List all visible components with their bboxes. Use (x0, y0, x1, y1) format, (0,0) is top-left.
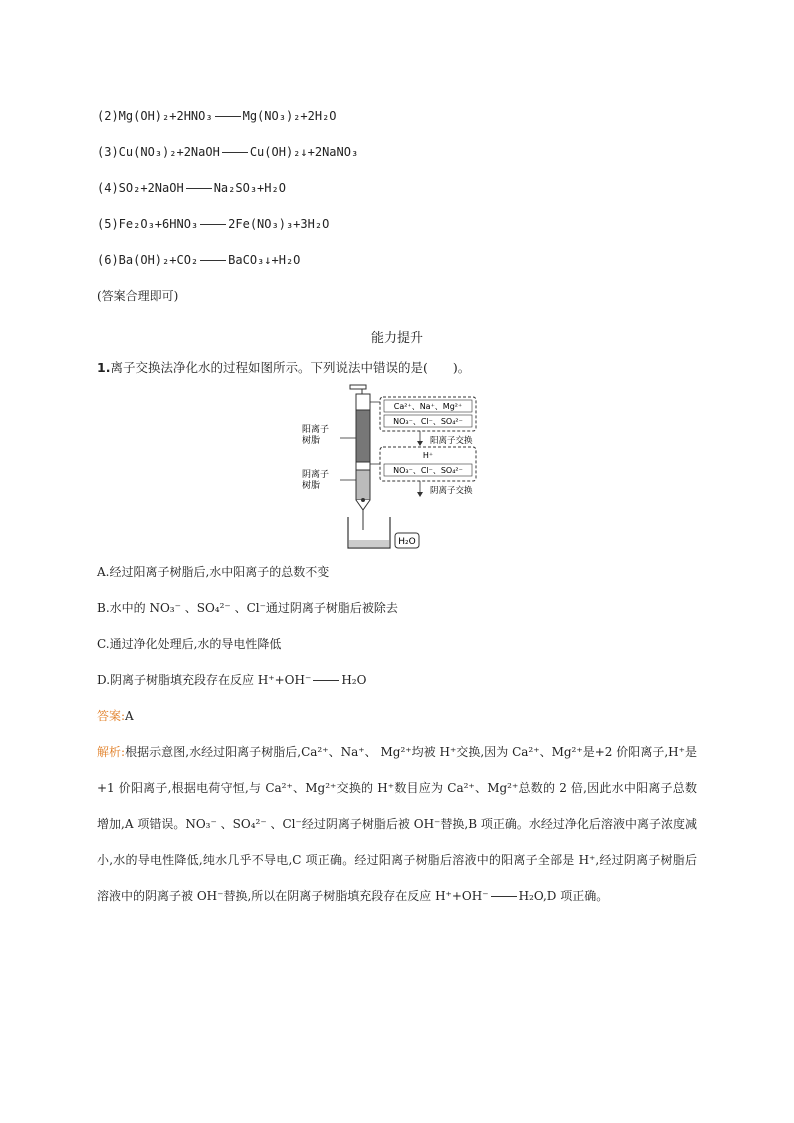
option-a: A.经过阳离子树脂后,水中阳离子的总数不变 (97, 565, 330, 579)
column-top (356, 394, 370, 410)
cation-resin-label-2: 树脂 (302, 436, 321, 446)
equation-6 (97, 252, 300, 268)
option-d-rhs: H₂O (341, 673, 367, 687)
equals-line (491, 896, 517, 897)
equation-lhs: (4)SO₂+2NaOH (97, 181, 184, 195)
answer (97, 708, 134, 724)
equals-line (222, 152, 248, 153)
equation-4 (97, 180, 286, 196)
equation-rhs: 2Fe(NO₃)₃+3H₂O (228, 217, 330, 231)
anion-exchange-label: 阴离子交换 (430, 486, 473, 496)
arrow-down-icon (417, 441, 423, 446)
question-text: 离子交换法净化水的过程如图所示。下列说法中错误的是( )。 (110, 360, 471, 375)
answer-label: 答案: (97, 709, 126, 723)
equation-rhs: Na₂SO₃+H₂O (213, 181, 286, 195)
equation-lhs: (3)Cu(NO₃)₂+2NaOH (97, 145, 220, 159)
box2-anions: NO₃⁻、Cl⁻、SO₄²⁻ (393, 466, 463, 475)
equals-line (200, 260, 226, 261)
cation-exchange-label: 阳离子交换 (430, 436, 473, 446)
question-number: 1. (97, 360, 111, 375)
equation-3 (97, 144, 358, 160)
cation-resin-section (356, 410, 370, 462)
answer-value: A (125, 709, 134, 723)
anion-resin-label-1: 阴离子 (302, 470, 330, 480)
equals-line (215, 116, 241, 117)
equation-rhs: Cu(OH)₂↓+2NaNO₃ (249, 145, 359, 159)
analysis-end: H₂O,D 项正确。 (518, 889, 609, 903)
equation-rhs: Mg(NO₃)₂+2H₂O (242, 109, 337, 123)
option-b: B.水中的 NO₃⁻ 、SO₄²⁻ 、Cl⁻通过阴离子树脂后被除去 (97, 601, 398, 615)
analysis (97, 734, 697, 914)
equation-2 (97, 108, 337, 124)
equals-line (186, 188, 212, 189)
question-stem (97, 360, 470, 376)
section-title: 能力提升 (370, 331, 423, 346)
box2-cations: H⁺ (422, 451, 434, 460)
option-c: C.通过净化处理后,水的导电性降低 (97, 637, 282, 651)
arrow-down-icon (417, 492, 423, 497)
equation-lhs: (6)Ba(OH)₂+CO₂ (97, 253, 199, 267)
equation-5 (97, 216, 329, 232)
equals-line (200, 224, 226, 225)
equation-rhs: BaCO₃↓+H₂O (228, 253, 301, 267)
equation-lhs: (2)Mg(OH)₂+2HNO₃ (97, 109, 213, 123)
anion-resin-label-2: 树脂 (302, 481, 321, 491)
faucet-icon (350, 385, 366, 389)
option-d-lhs: D.阴离子树脂填充段存在反应 H⁺+OH⁻ (97, 673, 312, 687)
ion-exchange-diagram (300, 380, 500, 555)
box1-cations: Ca²⁺、Na⁺、Mg²⁺ (393, 402, 463, 411)
cation-resin-label-1: 阳离子 (302, 425, 330, 435)
box1-anions: NO₃⁻、Cl⁻、SO₄²⁻ (393, 417, 463, 426)
analysis-label: 解析: (97, 745, 126, 759)
anion-resin-section (356, 470, 370, 500)
equals-line (313, 680, 339, 681)
option-d (97, 672, 366, 688)
answer-note: (答案合理即可) (97, 289, 179, 303)
equation-lhs: (5)Fe₂O₃+6HNO₃ (97, 217, 199, 231)
beaker-label: H₂O (398, 537, 416, 547)
analysis-text: 根据示意图,水经过阳离子树脂后,Ca²⁺、Na⁺、 Mg²⁺均被 H⁺交换,因为 Ca²⁺、Mg²⁺是+2 价阳离子,H⁺是+1 价阳离子,根据电荷守恒,与 Ca²⁺、Mg²⁺交换的 H⁺数目应为 Ca²⁺、Mg²⁺总数的 2 倍,因此水中阳离子总数增加,A 项错误。NO₃⁻ 、SO₄²⁻ 、Cl⁻经过阴离子树脂后被 OH⁻替换,B 项正确。水经过净化后溶液中离子浓度减小,水的导电性降低,纯水几乎不导电,C 项正确。经过阳离子树脂后溶液中的阳离子全部是 H⁺,经过阴离子树脂后溶液中的阴离子被 OH⁻替换,所以在阴离子树脂填充段存在反应 H⁺+OH⁻ (97, 745, 697, 903)
